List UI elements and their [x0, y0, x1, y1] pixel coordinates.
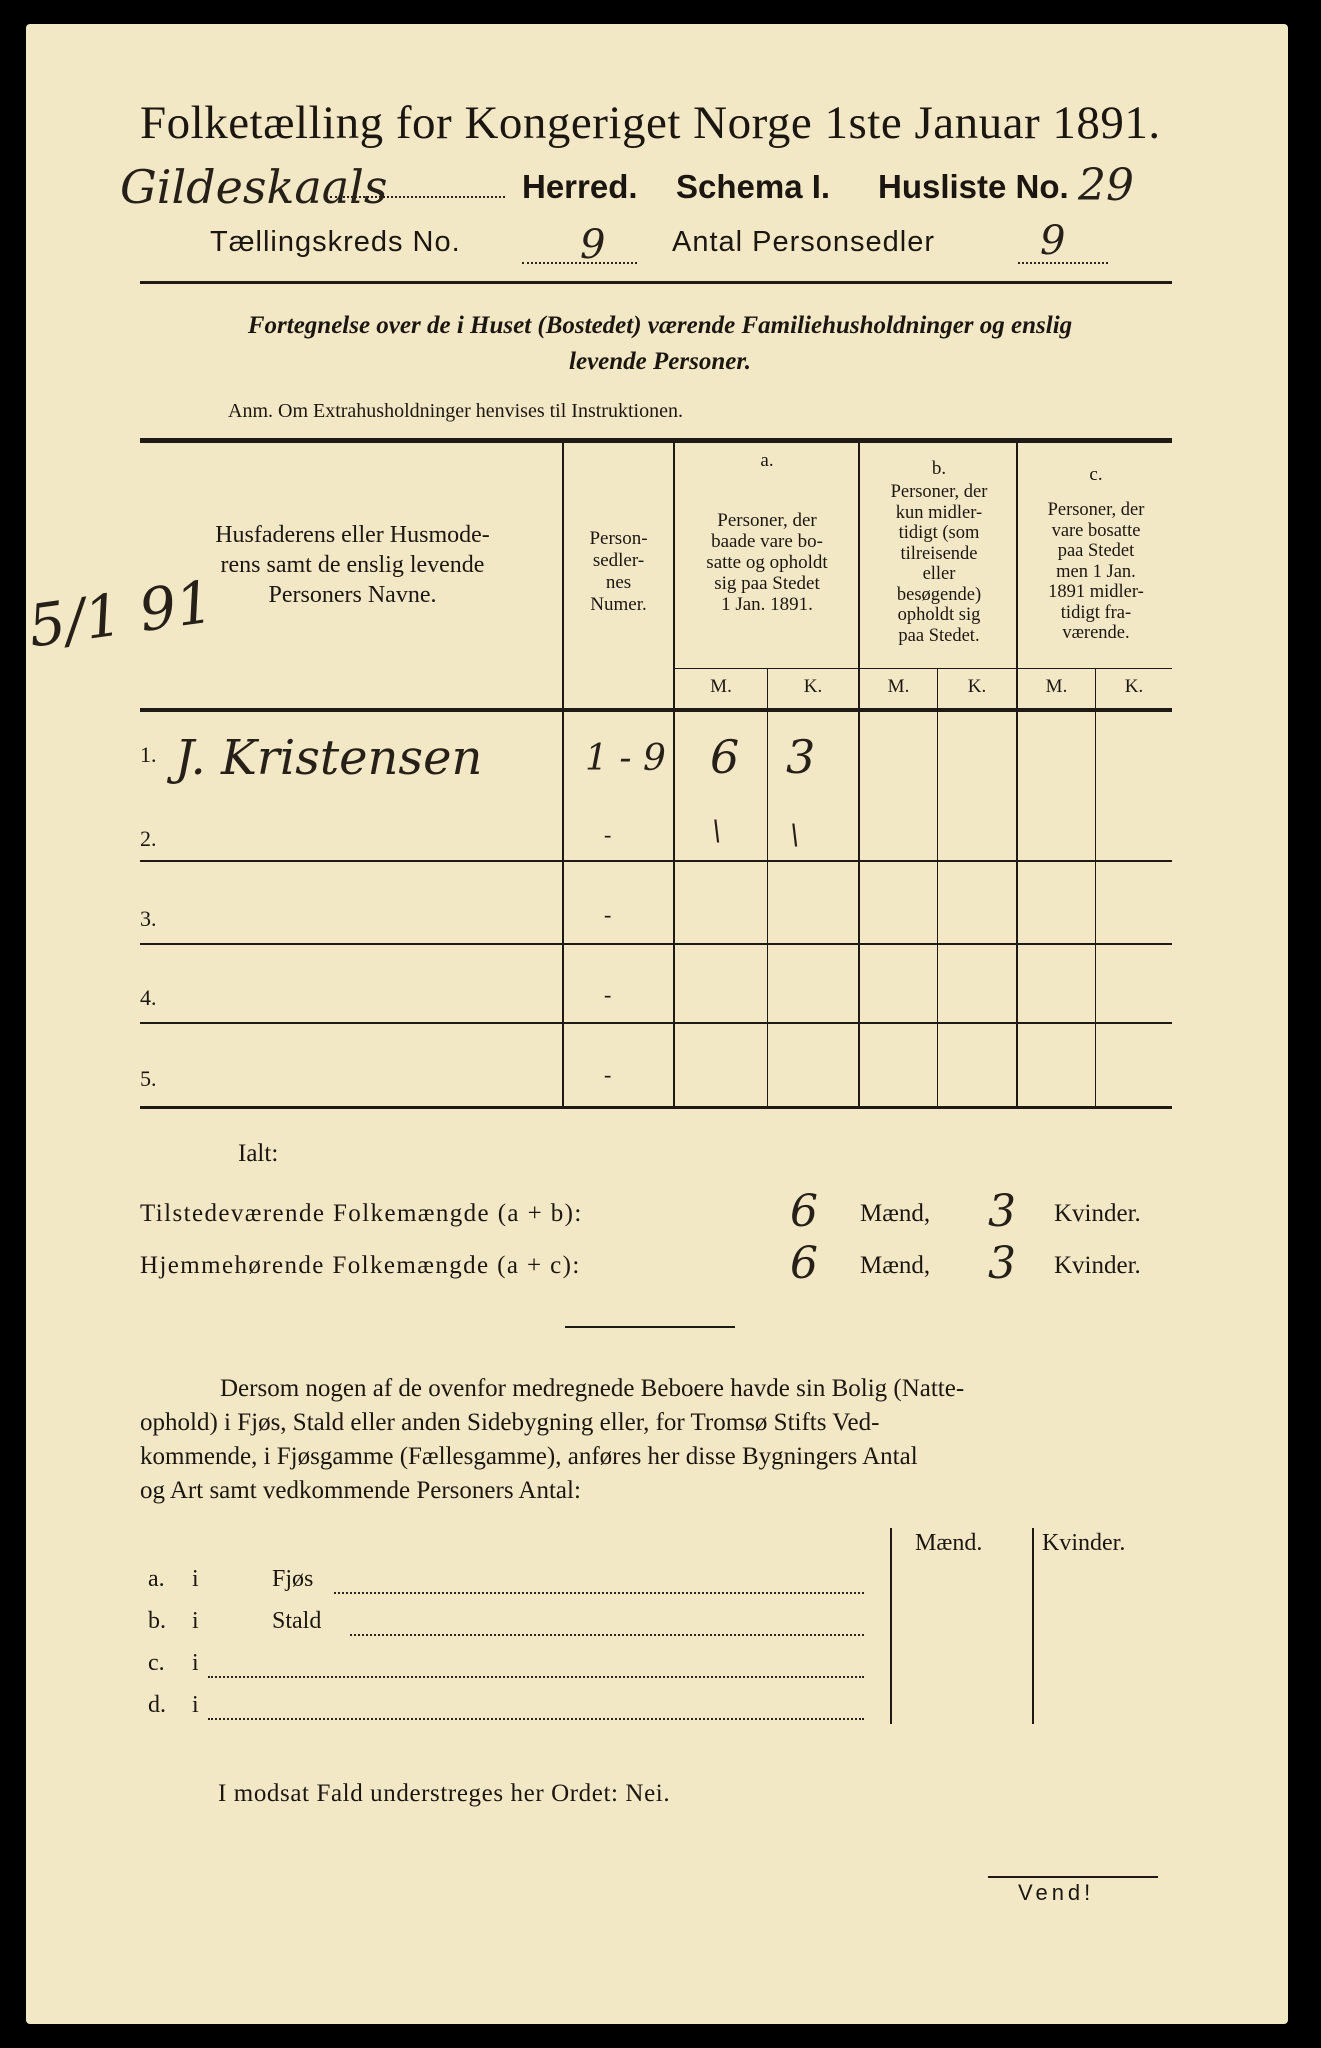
mk-rule	[675, 668, 1172, 669]
tilstede-maend-word: Mænd,	[860, 1200, 931, 1227]
row-1-name: J. Kristensen	[175, 730, 483, 786]
building-b-letter: b.	[148, 1608, 166, 1634]
buildings-divider-2	[1032, 1528, 1034, 1724]
row-3-personsedler: -	[604, 902, 612, 927]
row-5-personsedler: -	[604, 1062, 612, 1087]
building-a-dotted-line	[334, 1592, 864, 1594]
row-4-personsedler: -	[604, 982, 612, 1007]
tilstede-kvinder-value: 3	[988, 1186, 1016, 1237]
hjemme-maend-word: Mænd,	[860, 1252, 931, 1279]
schema-label: Schema I.	[676, 168, 831, 205]
col-divider-a	[858, 443, 860, 1106]
herred-label: Herred.	[522, 168, 638, 205]
building-b-label: Stald	[272, 1608, 322, 1634]
husliste-label: Husliste No.	[878, 168, 1069, 205]
col-divider-a-mk	[767, 668, 768, 1106]
hjemme-maend-value: 6	[790, 1238, 818, 1289]
col-divider-b	[1016, 443, 1018, 1106]
ialt-label: Ialt:	[238, 1140, 279, 1167]
building-a-label: Fjøs	[272, 1566, 314, 1592]
row-number-2: 2.	[140, 826, 157, 851]
col-b-letter: b.	[931, 458, 947, 479]
modsat-fald-note: I modsat Fald understreges her Ordet: Nei.	[218, 1780, 671, 1807]
anm-note: Anm. Om Extrahusholdninger henvises til Instruktionen.	[228, 400, 683, 422]
building-a-i: i	[192, 1566, 199, 1592]
row-2-a-m: \	[712, 814, 722, 847]
row-number-3: 3.	[140, 906, 157, 931]
form-title: Folketælling for Kongeriget Norge 1ste Januar 1891.	[140, 97, 1161, 149]
col-header-b: Personer, der kun midler- tidigt (som tilreisende eller besøgende) opholdt sig paa Stedet.	[890, 482, 988, 646]
buildings-kvinder-header: Kvinder.	[1042, 1530, 1126, 1556]
col-header-names: Husfaderens eller Husmode- rens samt de enslig levende Personers Navne.	[215, 522, 490, 608]
row-2-a-k: \	[790, 818, 800, 851]
section-divider	[565, 1326, 735, 1328]
dwelling-paragraph: Dersom nogen af de ovenfor medregnede Beboere havde sin Bolig (Natte- ophold) i Fjøs, Stald eller anden Sidebygning eller, for Tromsø Stifts Ved- kommende, i Fjøsgamme (Fællesgamme), anføres her disse Bygningers Antal og Art samt vedkommende Personers Antal:	[140, 1375, 965, 1504]
row-number-4: 4.	[140, 985, 157, 1010]
herred-dotted-line	[330, 196, 505, 198]
col-a-letter: a.	[760, 450, 774, 471]
buildings-divider-1	[890, 1528, 892, 1724]
tilstede-maend-value: 6	[790, 1186, 818, 1237]
col-b-m: M.	[887, 676, 910, 697]
hjemme-kvinder-value: 3	[988, 1238, 1016, 1289]
col-header-personsedler: Person- sedler- nes Numer.	[589, 528, 648, 615]
hjemme-kvinder-word: Kvinder.	[1054, 1252, 1141, 1279]
building-c-letter: c.	[148, 1650, 165, 1676]
vend-label: Vend!	[1018, 1880, 1095, 1905]
intro-line-1: Fortegnelse over de i Huset (Bostedet) værende Familiehusholdninger og enslig	[247, 312, 1073, 339]
building-b-dotted-line	[350, 1634, 864, 1636]
building-a-letter: a.	[148, 1566, 165, 1592]
row-2-personsedler: -	[604, 822, 612, 847]
building-c-i: i	[192, 1650, 199, 1676]
row-number-5: 5.	[140, 1066, 157, 1091]
kreds-value: 9	[580, 222, 606, 268]
col-b-k: K.	[967, 676, 987, 697]
intro-line-2: levende Personer.	[569, 348, 751, 375]
col-c-k: K.	[1124, 676, 1144, 697]
row-number-1: 1.	[140, 742, 157, 767]
building-c-dotted-line	[208, 1676, 864, 1678]
col-header-a: Personer, der baade vare bo- satte og opholdt sig paa Stedet 1 Jan. 1891.	[706, 510, 828, 615]
table-bottom-rule	[140, 1106, 1172, 1109]
col-divider-b-mk	[937, 668, 938, 1106]
building-d-dotted-line	[208, 1718, 864, 1720]
header-rule	[140, 281, 1172, 284]
col-header-c: Personer, der vare bosatte paa Stedet men 1 Jan. 1891 midler- tidigt fra- værende.	[1047, 500, 1145, 643]
herred-value: Gildeskaals	[120, 160, 388, 214]
col-c-m: M.	[1045, 676, 1068, 697]
tilstede-kvinder-word: Kvinder.	[1054, 1200, 1141, 1227]
tilstede-label: Tilstedeværende Folkemængde (a + b):	[140, 1200, 583, 1227]
row-1-a-m: 6	[710, 730, 740, 784]
husliste-value: 29	[1078, 160, 1134, 211]
hjemme-label: Hjemmehørende Folkemængde (a + c):	[140, 1252, 581, 1279]
kreds-label: Tællingskreds No.	[210, 226, 461, 258]
buildings-maend-header: Mænd.	[915, 1530, 983, 1556]
margin-date-note: 5/1 91	[24, 567, 218, 661]
row-1-personsedler: 1 - 9	[585, 738, 666, 779]
building-d-letter: d.	[148, 1692, 166, 1718]
col-c-letter: c.	[1089, 464, 1103, 485]
col-divider-num	[673, 443, 675, 1106]
building-d-i: i	[192, 1692, 199, 1718]
row-1-a-k: 3	[786, 730, 816, 784]
col-divider-name	[562, 443, 564, 1106]
personsedler-value: 9	[1040, 218, 1066, 264]
col-a-m: M.	[710, 676, 732, 697]
col-divider-c-mk	[1095, 668, 1096, 1106]
col-a-k: K.	[803, 676, 823, 697]
vend-rule	[988, 1876, 1158, 1878]
building-b-i: i	[192, 1608, 199, 1634]
personsedler-label: Antal Personsedler	[672, 226, 936, 258]
